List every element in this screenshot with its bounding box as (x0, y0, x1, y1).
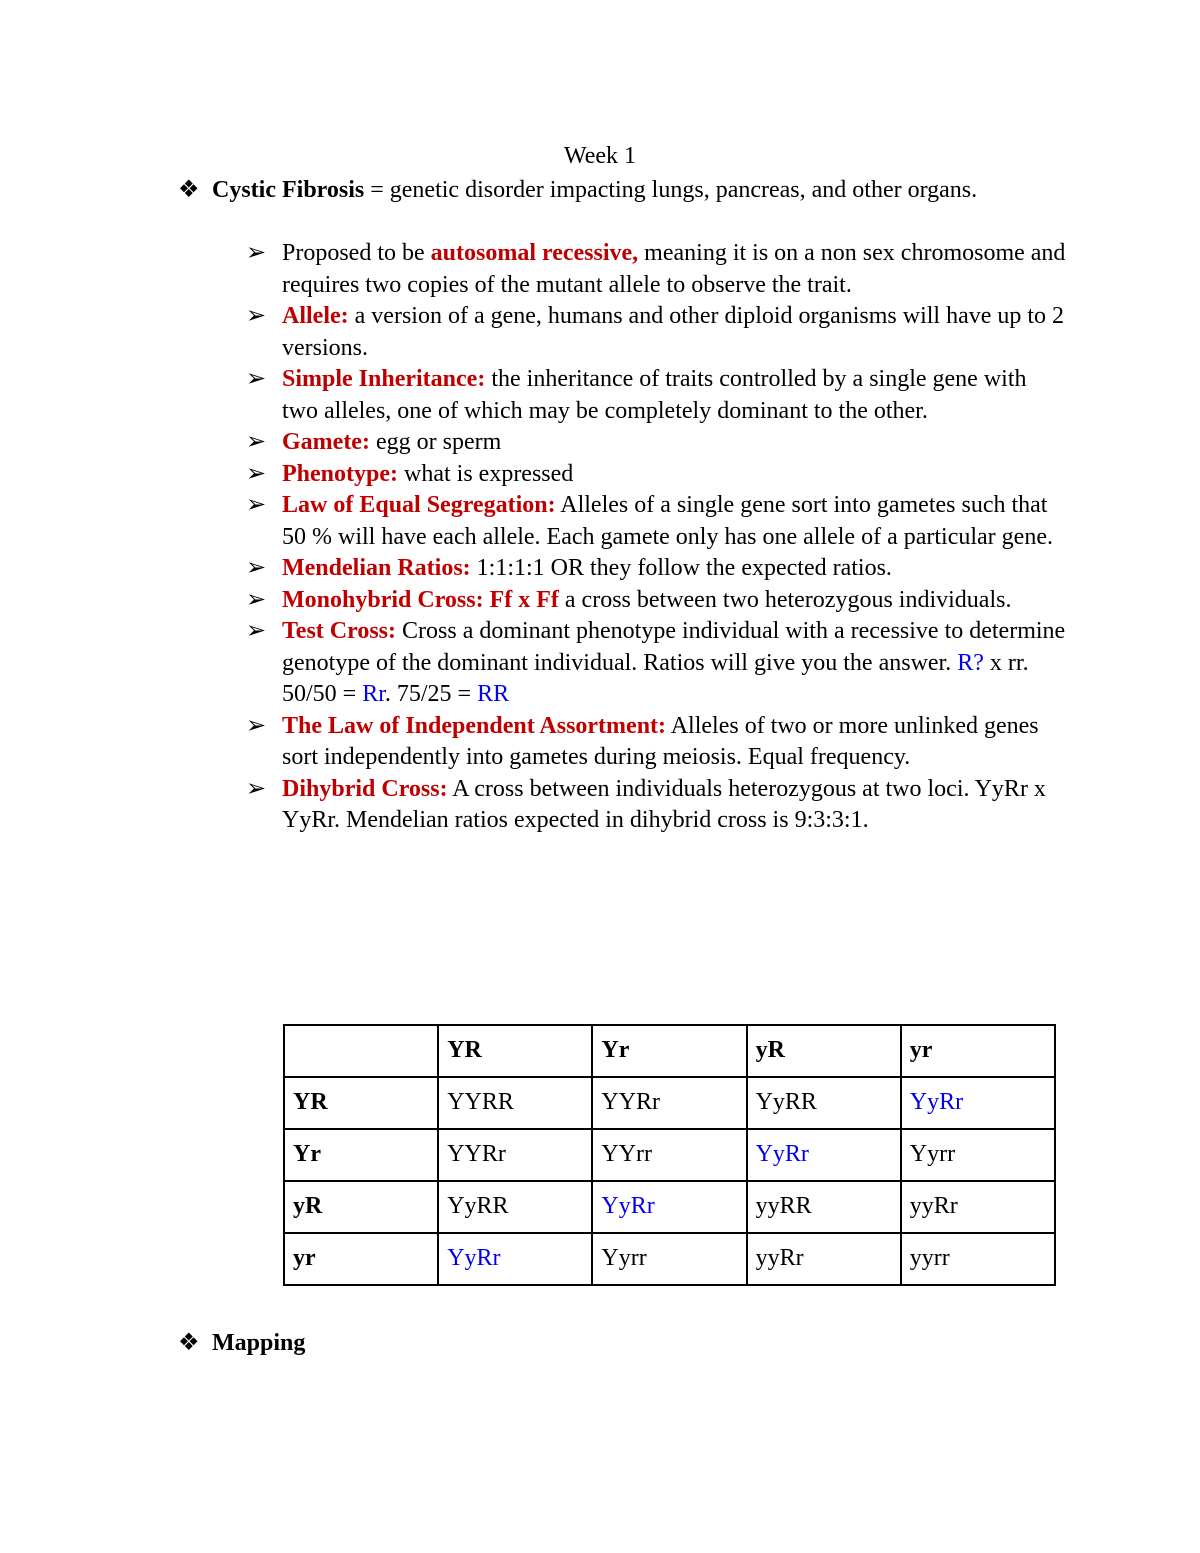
arrow-bullet-icon: ➢ (246, 460, 267, 487)
list-item: ➢ Proposed to be autosomal recessive, meaning it is on a non sex chromosome and requires two copies of the mutant allele to observe the trait. (246, 240, 1066, 298)
table-cell: YYRR (438, 1077, 592, 1129)
table-header-cell: YR (438, 1025, 592, 1077)
row-label-cell: yR (284, 1181, 438, 1233)
punnett-square-table (283, 1024, 1056, 1286)
arrow-bullet-icon: ➢ (246, 240, 267, 266)
table-cell: yyRr (901, 1181, 1055, 1233)
arrow-bullet-icon: ➢ (246, 429, 267, 455)
list-item: ➢ Phenotype: what is expressed (246, 459, 1066, 491)
list-item: ➢ Gamete: egg or sperm (246, 427, 1066, 459)
diamond-bullet-icon: ❖ (178, 1330, 200, 1356)
table-row (284, 1077, 1055, 1129)
arrow-bullet-icon: ➢ (246, 492, 267, 518)
arrow-bullet-icon: ➢ (246, 555, 267, 581)
list-item: ➢ Dihybrid Cross: A cross between individuals heterozygous at two loci. YyRr x YyRr. Mendelian ratios expected in dihybrid cross is 9:3:3:1. (246, 775, 1046, 833)
table-row (284, 1181, 1055, 1233)
section-term: Cystic Fibrosis (212, 177, 365, 203)
list-item: ➢ Simple Inheritance: the inheritance of traits controlled by a single gene with two alleles, one of which may be completely dominant to the other. (246, 366, 1027, 424)
table-cell: YyRR (438, 1181, 592, 1233)
table-header-cell: yr (901, 1025, 1055, 1077)
list-item: ➢ Allele: a version of a gene, humans and other diploid organisms will have up to 2 versions. (246, 303, 1065, 361)
table-cell-highlight: YyRr (901, 1077, 1055, 1129)
arrow-bullet-icon: ➢ (246, 712, 267, 739)
page-title: Week 1 (563, 143, 637, 169)
definition-list (246, 238, 1066, 837)
arrow-bullet-icon: ➢ (246, 303, 267, 329)
section-mapping (178, 1328, 1078, 1360)
arrow-bullet-icon: ➢ (246, 586, 267, 613)
table-header-cell: yR (747, 1025, 901, 1077)
table-row (284, 1129, 1055, 1181)
list-item: ➢ The Law of Independent Assortment: Alleles of two or more unlinked genes sort independently into gametes during meiosis. Equal frequency. (246, 712, 1039, 770)
arrow-bullet-icon: ➢ (246, 775, 267, 802)
list-item: ➢ Mendelian Ratios: 1:1:1:1 OR they follow the expected ratios. (246, 553, 1066, 585)
table-cell: yyrr (901, 1233, 1055, 1285)
table-cell: YYRr (592, 1077, 746, 1129)
table-cell-highlight: YyRr (592, 1181, 746, 1233)
table-cell: Yyrr (901, 1129, 1055, 1181)
table-cell: yyRr (747, 1233, 901, 1285)
arrow-bullet-icon: ➢ (246, 366, 267, 392)
table-cell: YyRR (747, 1077, 901, 1129)
row-label-cell: yr (284, 1233, 438, 1285)
section-term: Mapping (212, 1330, 306, 1356)
table-cell-highlight: YyRr (438, 1233, 592, 1285)
list-item: ➢ Law of Equal Segregation: Alleles of a single gene sort into gametes such that 50 % will have each allele. Each gamete only has one allele of a particular gene. (246, 492, 1053, 550)
table-cell: YYrr (592, 1129, 746, 1181)
row-label-cell: Yr (284, 1129, 438, 1181)
arrow-bullet-icon: ➢ (246, 618, 267, 644)
table-header-cell (284, 1025, 438, 1077)
list-item: ➢ Test Cross: Cross a dominant phenotype individual with a recessive to determine genotype of the dominant individual. Ratios will give you the answer. R? x rr. 50/50 = Rr. 75/25 = RR (246, 618, 1066, 707)
table-cell-highlight: YyRr (747, 1129, 901, 1181)
table-cell: YYRr (438, 1129, 592, 1181)
row-label-cell: YR (284, 1077, 438, 1129)
table-cell: yyRR (747, 1181, 901, 1233)
section-cystic-fibrosis (178, 175, 1078, 207)
table-cell: Yyrr (592, 1233, 746, 1285)
diamond-bullet-icon: ❖ (178, 177, 200, 203)
section-text: = genetic disorder impacting lungs, pancreas, and other organs. (364, 177, 978, 203)
list-item: ➢ Monohybrid Cross: Ff x Ff a cross between two heterozygous individuals. (246, 585, 1066, 617)
table-row (284, 1233, 1055, 1285)
table-header-cell: Yr (592, 1025, 746, 1077)
table-header-row (284, 1025, 1055, 1077)
